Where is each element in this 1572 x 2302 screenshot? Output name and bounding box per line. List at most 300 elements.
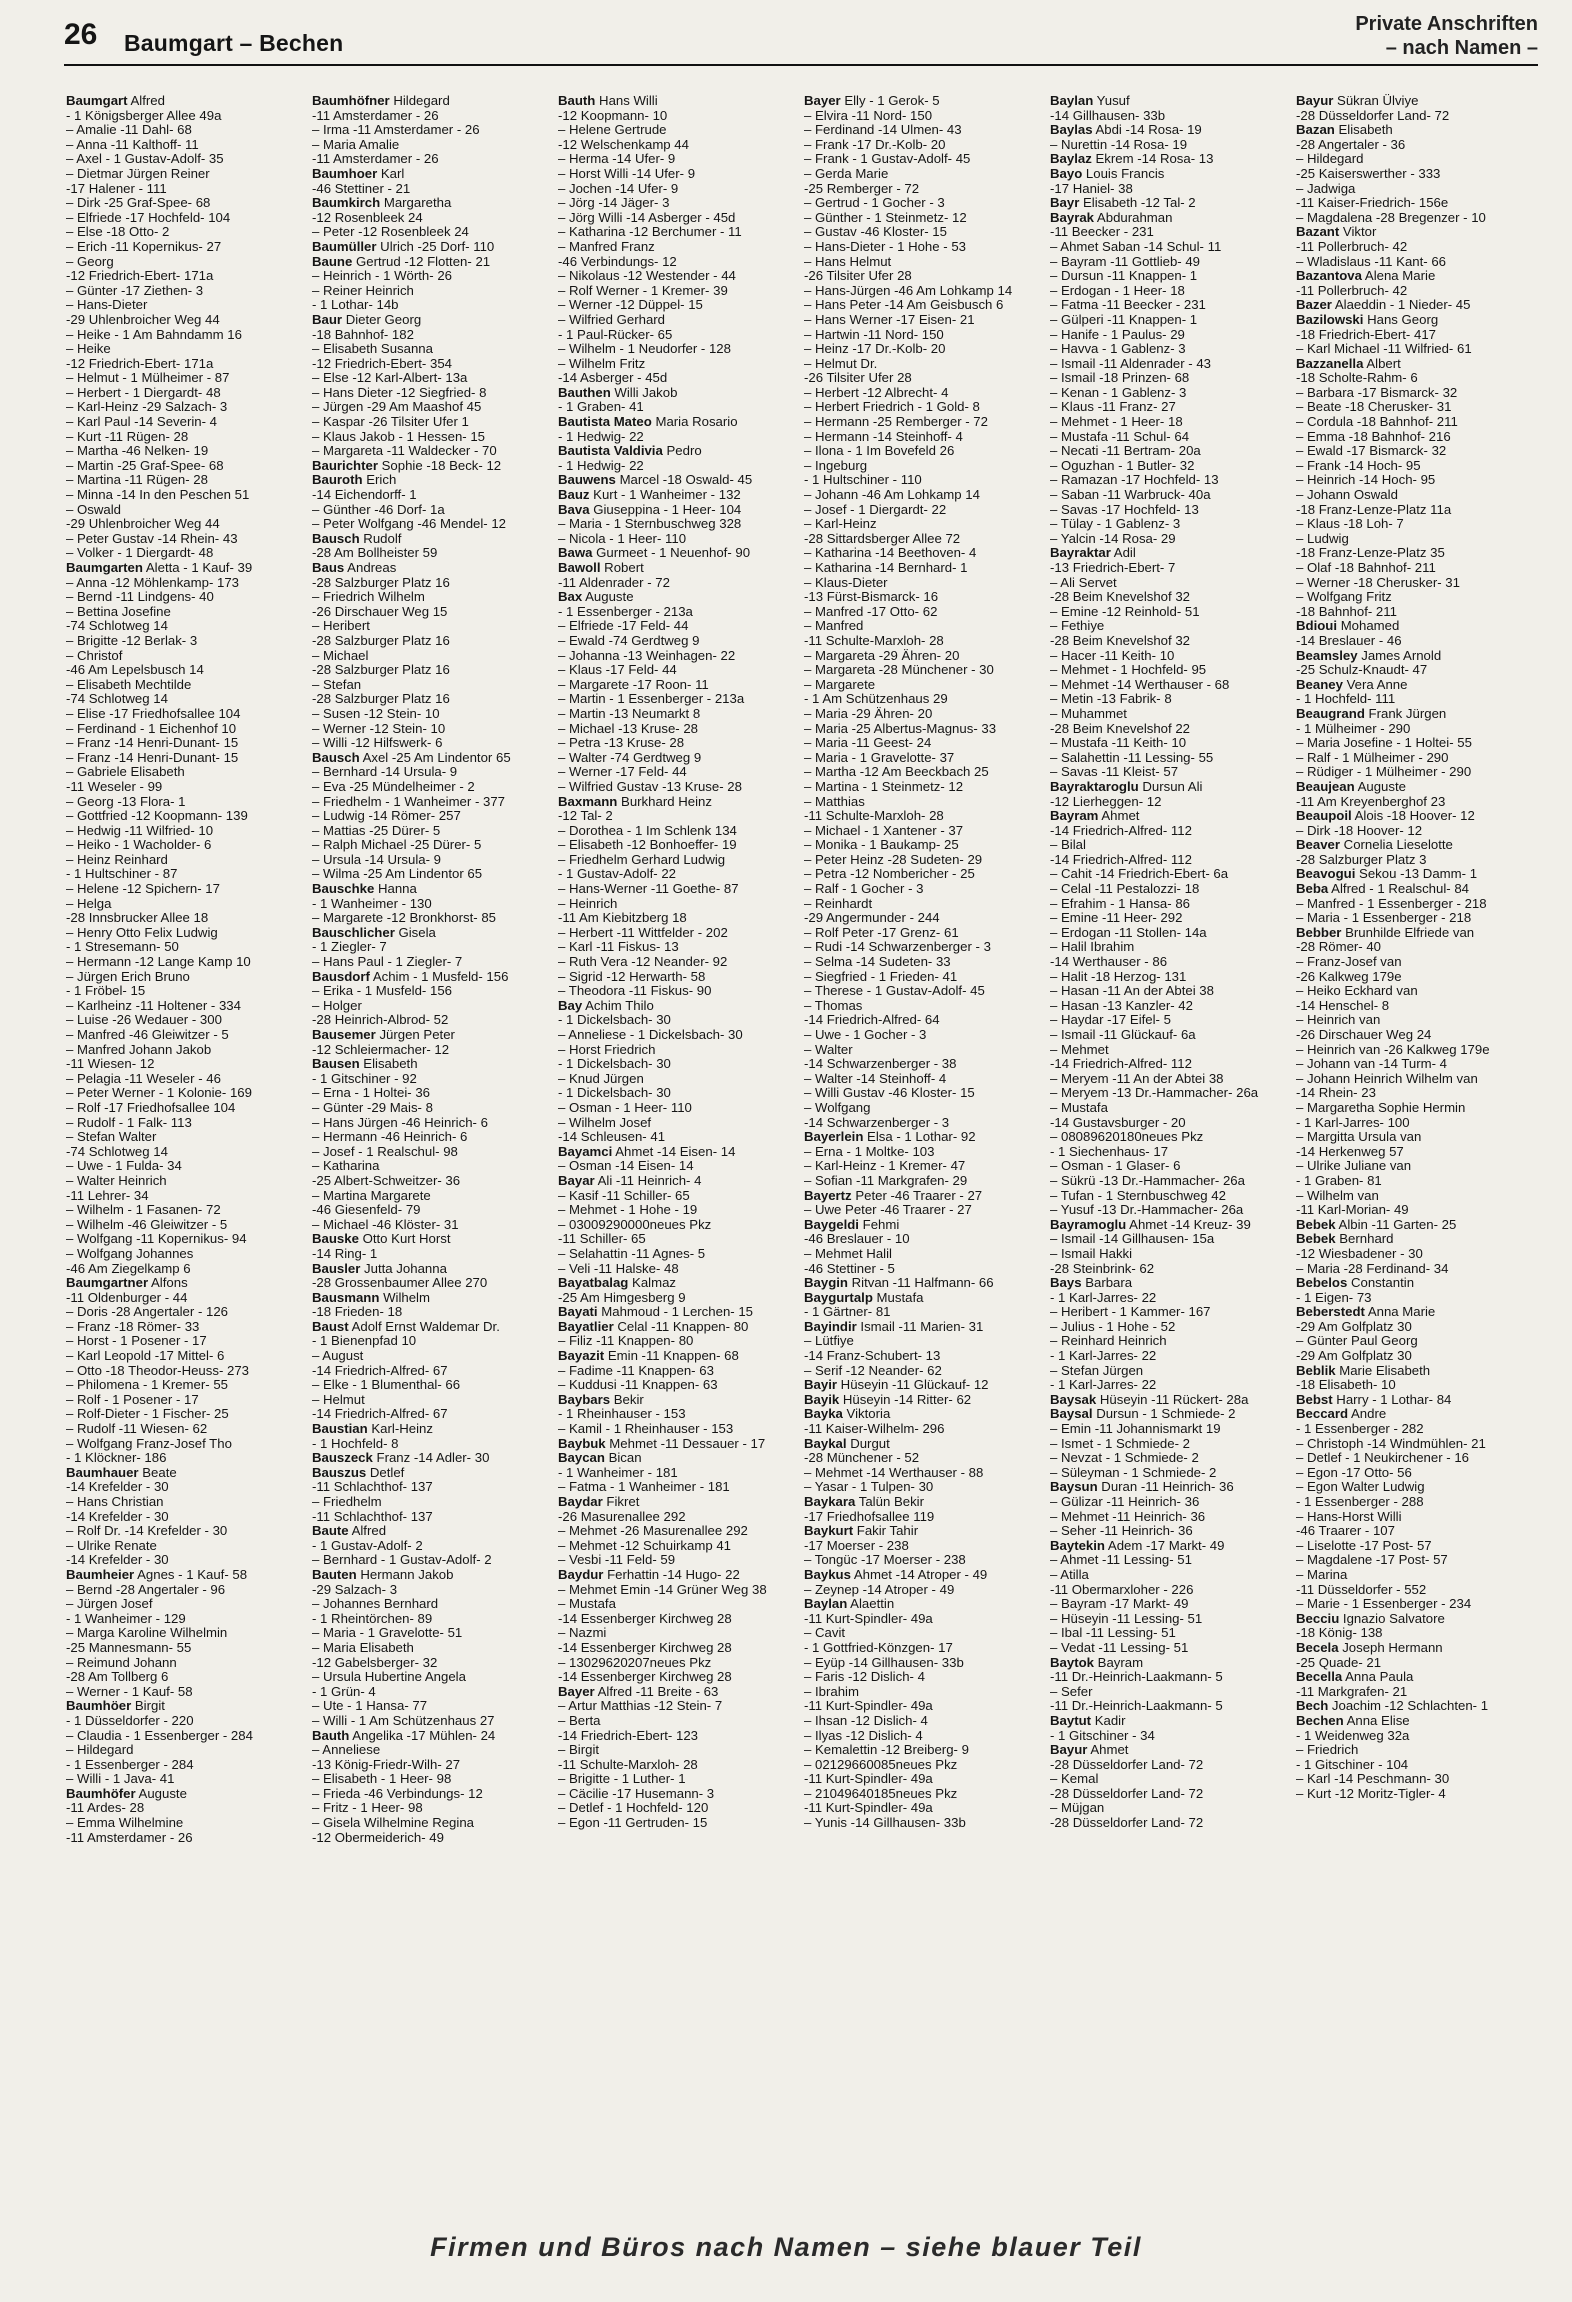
directory-entry — [1296, 1203, 1534, 1218]
entry-text: – Siegfried - 1 Frieden- 41 — [804, 968, 958, 984]
directory-entry — [1050, 123, 1288, 138]
entry-text: – Wolfgang — [804, 1099, 871, 1115]
directory-entry — [66, 999, 304, 1014]
directory-entry — [66, 780, 304, 795]
directory-entry — [312, 1130, 550, 1145]
entry-text: – Mattias -25 Dürer- 5 — [312, 822, 441, 838]
entry-text: – Süleyman - 1 Schmiede- 2 — [1050, 1464, 1217, 1480]
entry-text: – Knud Jürgen — [558, 1070, 644, 1086]
entry-text: - 1 Gitschiner - 104 — [1296, 1756, 1409, 1772]
directory-entry — [1296, 473, 1534, 488]
directory-entry — [66, 590, 304, 605]
entry-text: – Horst Friedrich — [558, 1041, 656, 1057]
directory-entry — [804, 1116, 1042, 1131]
directory-entry — [558, 1758, 796, 1773]
directory-entry — [558, 955, 796, 970]
directory-entry — [804, 1232, 1042, 1247]
entry-surname: Bazer — [1296, 297, 1332, 313]
directory-entry — [66, 532, 304, 547]
directory-entry — [558, 284, 796, 299]
directory-entry — [66, 649, 304, 664]
entry-text: -74 Schlotweg 14 — [66, 1143, 168, 1159]
entry-text: Agnes - 1 Kauf- 58 — [134, 1566, 248, 1582]
entry-text: – Helene Gertrude — [558, 122, 667, 138]
directory-entry — [66, 328, 304, 343]
entry-text: Kalmaz — [628, 1275, 677, 1291]
entry-text: – Hans Helmut — [804, 253, 892, 269]
directory-entry — [804, 1086, 1042, 1101]
entry-text: - 1 Hochfeld- 8 — [312, 1435, 399, 1451]
directory-entry — [804, 430, 1042, 445]
directory-entry — [1050, 1203, 1288, 1218]
directory-entry — [312, 386, 550, 401]
directory-entry — [1050, 1641, 1288, 1656]
directory-entry — [558, 1043, 796, 1058]
entry-text: – Katharina -14 Beethoven- 4 — [804, 545, 977, 561]
entry-surname: Bayatlier — [558, 1318, 614, 1334]
directory-entry — [312, 1291, 550, 1306]
entry-text: – Hermann -46 Heinrich- 6 — [312, 1129, 468, 1145]
directory-entry — [1050, 1013, 1288, 1028]
entry-surname: Bausemer — [312, 1027, 376, 1042]
directory-entry — [1050, 459, 1288, 474]
directory-entry — [558, 824, 796, 839]
entry-text: – Friedrich Wilhelm — [312, 589, 425, 605]
directory-entry — [312, 911, 550, 926]
entry-text: Alfred — [348, 1523, 387, 1539]
entry-text: Karl-Heinz — [367, 1421, 433, 1437]
entry-text: -14 Herkenweg 57 — [1296, 1143, 1404, 1159]
directory-entry — [1050, 138, 1288, 153]
entry-text: – Salahettin -11 Lessing- 55 — [1050, 749, 1214, 765]
directory-entry — [66, 1422, 304, 1437]
directory-entry — [66, 109, 304, 124]
directory-entry — [66, 853, 304, 868]
directory-entry — [1296, 196, 1534, 211]
directory-entry — [1050, 736, 1288, 751]
entry-text: – Helmut — [312, 1391, 365, 1407]
entry-text: – Julius - 1 Hohe - 52 — [1050, 1318, 1176, 1334]
directory-entry — [1296, 167, 1534, 182]
entry-text: Achim - 1 Musfeld- 156 — [369, 968, 509, 984]
directory-entry — [804, 605, 1042, 620]
directory-entry — [312, 94, 550, 109]
directory-entry — [312, 1189, 550, 1204]
directory-entry — [558, 1495, 796, 1510]
directory-entry — [312, 1524, 550, 1539]
directory-entry — [804, 1539, 1042, 1554]
entry-text: – Michael -46 Klöster- 31 — [312, 1216, 459, 1232]
entry-text: – Wolfgang Johannes — [66, 1245, 194, 1261]
entry-text: – Artur Matthias -12 Stein- 7 — [558, 1698, 723, 1714]
directory-entry — [66, 605, 304, 620]
directory-entry — [66, 926, 304, 941]
directory-entry — [1050, 1145, 1288, 1160]
entry-text: -13 Friedrich-Ebert- 7 — [1050, 560, 1176, 575]
entry-text: – Oguzhan - 1 Butler- 32 — [1050, 457, 1195, 473]
directory-entry — [558, 678, 796, 693]
page-header — [64, 8, 1538, 64]
entry-text: -17 Friedhofsallee 119 — [804, 1508, 935, 1524]
entry-text: – Wolfgang Fritz — [1296, 589, 1392, 605]
entry-text: – Margitta Ursula van — [1296, 1129, 1422, 1145]
entry-text: – Friedrich — [1296, 1742, 1359, 1758]
directory-entry — [1296, 1291, 1534, 1306]
directory-entry — [558, 1072, 796, 1087]
entry-text: – Nicola - 1 Heer- 110 — [558, 530, 687, 546]
entry-surname: Becella — [1296, 1669, 1343, 1685]
directory-entry — [804, 94, 1042, 109]
entry-surname: Bauske — [312, 1231, 359, 1247]
entry-text: - 1 Wanheimer - 130 — [312, 895, 432, 911]
directory-entry — [1296, 459, 1534, 474]
entry-text: -11 Schulte-Marxloh- 28 — [558, 1756, 698, 1772]
entry-text: Dursun - 1 Schmiede- 2 — [1092, 1406, 1236, 1422]
entry-text: – Frank -14 Hoch- 95 — [1296, 457, 1421, 473]
entry-text: – Stefan Walter — [66, 1129, 157, 1145]
entry-text: – Cäcilie -17 Husemann- 3 — [558, 1785, 715, 1801]
entry-surname: Bausch — [312, 749, 360, 765]
directory-entry — [804, 678, 1042, 693]
entry-text: -12 Welschenkamp 44 — [558, 136, 689, 152]
entry-text: – Egon -17 Otto- 56 — [1296, 1464, 1412, 1480]
entry-text: -11 Schlachthof- 137 — [312, 1479, 433, 1495]
entry-surname: Bayazit — [558, 1348, 605, 1364]
directory-entry — [66, 196, 304, 211]
directory-entry — [1296, 1305, 1534, 1320]
entry-text: -11 Karl-Morian- 49 — [1296, 1202, 1409, 1218]
entry-text: -13 König-Friedr-Wilh- 27 — [312, 1756, 461, 1772]
directory-entry — [1050, 1276, 1288, 1291]
entry-text: – Rolf Peter -17 Grenz- 61 — [804, 924, 959, 940]
entry-text: Marie Elisabeth — [1335, 1362, 1431, 1378]
directory-entry — [66, 371, 304, 386]
entry-text: – Johanna -13 Weinhagen- 22 — [558, 647, 736, 663]
directory-entry — [66, 867, 304, 882]
entry-text: – Mehmet -14 Werthauser - 88 — [804, 1464, 984, 1480]
entry-text: Alfons — [148, 1275, 188, 1291]
entry-text: – Hermann -12 Lange Kamp 10 — [66, 954, 251, 970]
directory-entry — [312, 284, 550, 299]
directory-entry — [312, 1787, 550, 1802]
entry-text: – Else -18 Otto- 2 — [66, 224, 170, 240]
entry-text: – Wilfried Gustav -13 Kruse- 28 — [558, 778, 742, 794]
entry-text: - 1 Essenberger - 282 — [1296, 1421, 1424, 1437]
entry-text: -28 Salzburger Platz 16 — [312, 662, 450, 678]
entry-text: Hans Georg — [1363, 311, 1439, 327]
entry-text: - 1 Hochfeld- 111 — [1296, 691, 1396, 707]
directory-entry — [1296, 780, 1534, 795]
entry-text: – Walter -14 Steinhoff- 4 — [804, 1070, 947, 1086]
directory-entry — [558, 386, 796, 401]
directory-entry — [804, 940, 1042, 955]
directory-entry — [66, 882, 304, 897]
directory-entry — [1050, 371, 1288, 386]
entry-text: – Veli -11 Halske- 48 — [558, 1260, 679, 1276]
directory-entry — [66, 1641, 304, 1656]
directory-entry — [1050, 663, 1288, 678]
directory-column-6 — [1296, 94, 1534, 2204]
entry-text: – Herbert - 1 Diergardt- 48 — [66, 384, 221, 400]
entry-text: – Peter Heinz -28 Sudeten- 29 — [804, 851, 983, 867]
directory-entry — [1296, 1057, 1534, 1072]
directory-entry — [1296, 1218, 1534, 1233]
directory-entry — [804, 211, 1042, 226]
entry-text: -46 Breslauer - 10 — [804, 1231, 910, 1247]
entry-text: – Mehmet Emin -14 Grüner Weg 38 — [558, 1581, 767, 1597]
entry-text: Gurmeet - 1 Neuenhof- 90 — [592, 545, 751, 561]
entry-text: – Ursula Hubertine Angela — [312, 1669, 466, 1685]
directory-entry — [312, 561, 550, 576]
entry-surname: Bauwens — [558, 472, 616, 488]
directory-entry — [1296, 138, 1534, 153]
entry-text: - 1 Gitschiner - 92 — [312, 1070, 417, 1086]
entry-text: – Uwe - 1 Gocher - 3 — [804, 1027, 927, 1042]
directory-entry — [1296, 809, 1534, 824]
directory-entry — [1050, 1466, 1288, 1481]
directory-entry — [312, 1159, 550, 1174]
entry-surname: Bebek — [1296, 1216, 1336, 1232]
entry-text: – Karlheinz -11 Holtener - 334 — [66, 997, 241, 1013]
directory-entry — [558, 1568, 796, 1583]
directory-entry — [804, 1583, 1042, 1598]
directory-entry — [804, 1495, 1042, 1510]
directory-entry — [1050, 1101, 1288, 1116]
entry-text: - 1 Klöckner- 186 — [66, 1450, 167, 1466]
directory-entry — [1296, 284, 1534, 299]
directory-entry — [1050, 1407, 1288, 1422]
directory-entry — [804, 984, 1042, 999]
entry-text: – Gabriele Elisabeth — [66, 764, 185, 780]
directory-entry — [312, 167, 550, 182]
directory-entry — [66, 1772, 304, 1787]
directory-entry — [1296, 707, 1534, 722]
entry-text: Giuseppina - 1 Heer- 104 — [589, 501, 742, 517]
entry-text: -25 Kaiserswerther - 333 — [1296, 165, 1441, 181]
entry-text: Gisela — [394, 924, 436, 940]
directory-entry — [66, 1758, 304, 1773]
directory-entry — [804, 1670, 1042, 1685]
directory-entry — [804, 1043, 1042, 1058]
entry-text: – Erna - 1 Moltke- 103 — [804, 1143, 935, 1159]
directory-entry — [1050, 1232, 1288, 1247]
entry-surname: Baycan — [558, 1450, 605, 1466]
entry-surname: Bayer — [558, 1683, 595, 1699]
entry-text: Mustafa — [872, 1289, 924, 1305]
directory-entry — [804, 1743, 1042, 1758]
entry-text: Alaeddin - 1 Nieder- 45 — [1331, 297, 1471, 313]
directory-entry — [558, 1364, 796, 1379]
entry-text: -17 Haniel- 38 — [1050, 180, 1133, 196]
entry-text: -11 Schiller- 65 — [558, 1231, 646, 1247]
entry-surname: Bayram — [1050, 808, 1099, 824]
entry-text: – Heinz -17 Dr.-Kolb- 20 — [804, 341, 946, 357]
entry-text: – Heike - 1 Am Bahndamm 16 — [66, 326, 242, 342]
entry-text: – Detlef - 1 Hochfeld- 120 — [558, 1800, 709, 1816]
entry-text: – Marga Karoline Wilhelmin — [66, 1625, 228, 1641]
entry-text: – Frank -17 Dr.-Kolb- 20 — [804, 136, 946, 152]
entry-text: – Margareta -11 Waldecker - 70 — [312, 443, 497, 459]
directory-entry — [558, 269, 796, 284]
directory-entry — [804, 196, 1042, 211]
entry-text: Elisabeth — [1334, 122, 1393, 138]
entry-text: Talün Bekir — [855, 1494, 924, 1509]
directory-entry — [558, 415, 796, 430]
entry-text: - 1 Paul-Rücker- 65 — [558, 326, 673, 342]
entry-surname: Beccard — [1296, 1406, 1349, 1422]
entry-text: -28 Am Bollheister 59 — [312, 545, 438, 561]
directory-entry — [66, 1305, 304, 1320]
entry-text: – Vesbi -11 Feld- 59 — [558, 1552, 676, 1568]
directory-entry — [1050, 576, 1288, 591]
directory-entry — [312, 1758, 550, 1773]
entry-surname: Beamsley — [1296, 647, 1358, 663]
directory-entry — [1050, 1480, 1288, 1495]
entry-text: -25 Remberger - 72 — [804, 180, 920, 196]
directory-entry — [1296, 1378, 1534, 1393]
entry-text: – Hans-Dieter - 1 Hohe - 53 — [804, 238, 966, 254]
entry-surname: Beaujean — [1296, 778, 1355, 794]
entry-text: – Rolf-Dieter - 1 Fischer- 25 — [66, 1406, 229, 1422]
entry-text: Ahmet -14 Kreuz- 39 — [1126, 1216, 1251, 1232]
directory-entry — [558, 1013, 796, 1028]
directory-entry — [558, 298, 796, 313]
entry-text: - 1 Rheinhauser - 153 — [558, 1406, 686, 1422]
entry-surname: Bautista Mateo — [558, 414, 652, 430]
entry-text: -11 Amsterdamer - 26 — [312, 107, 439, 123]
directory-entry — [804, 328, 1042, 343]
entry-text: -46 Stettiner - 5 — [804, 1260, 895, 1276]
directory-entry — [1296, 1612, 1534, 1627]
directory-entry — [558, 999, 796, 1014]
entry-text: – Fatma -11 Beecker - 231 — [1050, 297, 1206, 313]
directory-entry — [1050, 722, 1288, 737]
directory-entry — [312, 1699, 550, 1714]
entry-text: -11 Kurt-Spindler- 49a — [804, 1610, 933, 1626]
entry-text: – Fritz - 1 Heer- 98 — [312, 1800, 423, 1816]
entry-text: – Helene -12 Spichern- 17 — [66, 881, 220, 897]
entry-text: – Heinrich — [558, 895, 618, 911]
entry-text: -46 Am Lepelsbusch 14 — [66, 662, 204, 678]
entry-text: -14 Essenberger Kirchweg 28 — [558, 1639, 732, 1655]
directory-entry — [312, 1393, 550, 1408]
directory-entry — [312, 780, 550, 795]
directory-entry — [558, 882, 796, 897]
entry-text: – Nurettin -14 Rosa- 19 — [1050, 136, 1188, 152]
directory-entry — [804, 1626, 1042, 1641]
entry-text: Hermann Jakob — [356, 1566, 454, 1582]
directory-entry — [312, 328, 550, 343]
entry-text: -46 Am Ziegelkamp 6 — [66, 1260, 191, 1276]
entry-text: – Petra -13 Kruse- 28 — [558, 735, 685, 751]
entry-text: - 1 Karl-Jarres- 100 — [1296, 1114, 1410, 1130]
directory-entry — [312, 532, 550, 547]
entry-text: – Jochen -14 Ufer- 9 — [558, 180, 679, 196]
directory-entry — [558, 809, 796, 824]
entry-text: – Wilhelm Fritz — [558, 355, 646, 371]
directory-entry — [1050, 1159, 1288, 1174]
entry-text: – Ibrahim — [804, 1683, 859, 1699]
entry-text: – Rudolf - 1 Falk- 113 — [66, 1114, 192, 1130]
directory-entry — [66, 663, 304, 678]
directory-entry — [804, 1101, 1042, 1116]
directory-entry — [1296, 1568, 1534, 1583]
entry-text: – Manfred Franz — [558, 238, 655, 254]
directory-entry — [312, 765, 550, 780]
entry-text: -11 Ardes- 28 — [66, 1800, 145, 1816]
directory-entry — [558, 167, 796, 182]
directory-entry — [66, 298, 304, 313]
directory-entry — [1296, 444, 1534, 459]
directory-entry — [558, 1159, 796, 1174]
entry-text: – 21049640185neues Pkz — [804, 1785, 958, 1801]
directory-entry — [66, 488, 304, 503]
directory-entry — [804, 1349, 1042, 1364]
entry-surname: Baumgart — [66, 94, 128, 108]
directory-entry — [1050, 1437, 1288, 1452]
entry-text: -14 Schleusen- 41 — [558, 1129, 666, 1145]
directory-entry — [1050, 926, 1288, 941]
directory-entry — [66, 1203, 304, 1218]
directory-entry — [558, 1787, 796, 1802]
directory-entry — [66, 182, 304, 197]
directory-entry — [1050, 1247, 1288, 1262]
directory-entry — [1050, 1291, 1288, 1306]
entry-text: – Anna -11 Kalthoff- 11 — [66, 136, 199, 152]
directory-entry — [312, 1656, 550, 1671]
entry-text: – Cavit — [804, 1625, 846, 1641]
entry-text: – Anneliese - 1 Dickelsbach- 30 — [558, 1027, 743, 1042]
entry-text: – Herbert -11 Wittfelder - 202 — [558, 924, 728, 940]
entry-text: – Irma -11 Amsterdamer - 26 — [312, 122, 480, 138]
directory-entry — [1050, 970, 1288, 985]
entry-text: -18 Scholte-Rahm- 6 — [1296, 370, 1418, 386]
entry-text: Hildegard — [389, 94, 450, 108]
directory-entry — [312, 473, 550, 488]
directory-entry — [1050, 940, 1288, 955]
directory-entry — [1050, 1801, 1288, 1816]
directory-entry — [312, 867, 550, 882]
entry-text: Sekou -13 Damm- 1 — [1355, 866, 1478, 882]
entry-text: -14 Friedrich-Alfred- 67 — [312, 1406, 448, 1422]
entry-text: – Kuddusi -11 Knappen- 63 — [558, 1377, 718, 1393]
directory-entry — [66, 357, 304, 372]
directory-entry — [558, 1553, 796, 1568]
directory-entry — [66, 546, 304, 561]
directory-entry — [1050, 678, 1288, 693]
entry-text: – Bernhard -14 Ursula- 9 — [312, 764, 458, 780]
entry-surname: Bayka — [804, 1406, 843, 1422]
directory-entry — [1296, 371, 1534, 386]
directory-entry — [312, 1553, 550, 1568]
entry-surname: Beaupoil — [1296, 808, 1352, 824]
directory-entry — [804, 269, 1042, 284]
directory-entry — [66, 692, 304, 707]
entry-text: – Elfriede -17 Feld- 44 — [558, 618, 689, 634]
directory-entry — [804, 1612, 1042, 1627]
entry-text: -28 Düsseldorfer Land- 72 — [1050, 1756, 1204, 1772]
directory-entry — [1050, 1334, 1288, 1349]
entry-text: Erich — [362, 472, 397, 488]
entry-text: Ahmet — [1098, 808, 1140, 824]
entry-text: – Magdalena -28 Bregenzer - 10 — [1296, 209, 1486, 225]
entry-surname: Bayr — [1050, 195, 1080, 211]
entry-text: Anna Paula — [1342, 1669, 1414, 1685]
entry-text: -29 Uhlenbroicher Weg 44 — [66, 516, 220, 532]
entry-text: – Dirk -25 Graf-Spee- 68 — [66, 195, 211, 211]
directory-entry — [1050, 1028, 1288, 1043]
directory-entry — [804, 722, 1042, 737]
